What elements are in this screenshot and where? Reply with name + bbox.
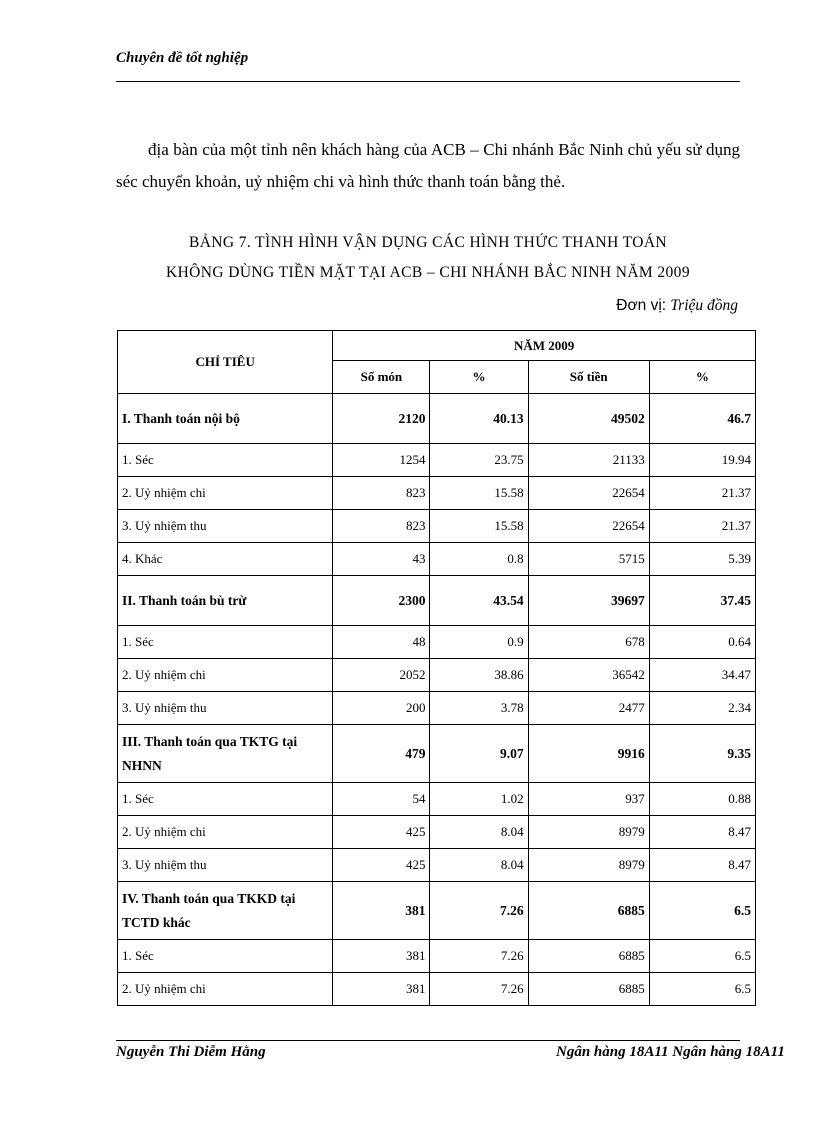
- row-pct-count: 1.02: [430, 783, 528, 816]
- table-row: [118, 940, 756, 973]
- row-so-mon: 2120: [333, 394, 430, 444]
- row-so-mon: 1254: [333, 444, 430, 477]
- table-title-line-1: BẢNG 7. TÌNH HÌNH VẬN DỤNG CÁC HÌNH THỨC THANH TOÁN: [188, 234, 668, 251]
- table-row: [118, 849, 756, 882]
- row-label: 1. Séc: [118, 783, 333, 816]
- row-label: 3. Uỷ nhiệm thu: [118, 849, 333, 882]
- row-pct-count: 7.26: [430, 973, 528, 1006]
- footer-class: Ngân hàng 18A11 Ngân hàng 18A11: [556, 1044, 785, 1060]
- row-label: IV. Thanh toán qua TKKD tại TCTD khác: [118, 882, 333, 940]
- row-label: I. Thanh toán nội bộ: [118, 394, 333, 444]
- row-so-tien: 2477: [528, 692, 649, 725]
- row-so-tien: 22654: [528, 510, 649, 543]
- row-label: II. Thanh toán bù trừ: [118, 576, 333, 626]
- row-pct-count: 7.26: [430, 940, 528, 973]
- row-label: 2. Uỷ nhiệm chi: [118, 477, 333, 510]
- col-header-so-mon: Số món: [333, 361, 430, 394]
- row-so-tien: 36542: [528, 659, 649, 692]
- year-header: NĂM 2009: [333, 331, 756, 361]
- table-row: [118, 783, 756, 816]
- row-so-mon: 823: [333, 510, 430, 543]
- row-pct-amount: 21.37: [649, 510, 755, 543]
- row-pct-count: 9.07: [430, 725, 528, 783]
- row-pct-amount: 46.7: [649, 394, 755, 444]
- row-label: III. Thanh toán qua TKTG tại NHNN: [118, 725, 333, 783]
- indicator-header: CHỈ TIÊU: [118, 331, 333, 394]
- row-so-mon: 43: [333, 543, 430, 576]
- row-pct-amount: 8.47: [649, 849, 755, 882]
- footer-author: Nguyễn Thi Diễm Hằng: [116, 1044, 266, 1060]
- table-row: [118, 725, 756, 783]
- row-pct-count: 23.75: [430, 444, 528, 477]
- row-so-tien: 937: [528, 783, 649, 816]
- row-so-mon: 54: [333, 783, 430, 816]
- table-row: [118, 543, 756, 576]
- row-so-mon: 48: [333, 626, 430, 659]
- header-divider: [116, 81, 740, 82]
- table-title-line-2: KHÔNG DÙNG TIỀN MẶT TẠI ACB – CHI NHÁNH BẮC NINH NĂM 2009: [166, 264, 690, 281]
- footer-divider: [116, 1040, 740, 1041]
- row-so-mon: 2052: [333, 659, 430, 692]
- row-label: 2. Uỷ nhiệm chi: [118, 973, 333, 1006]
- row-pct-count: 0.9: [430, 626, 528, 659]
- row-so-tien: 22654: [528, 477, 649, 510]
- table-body: [118, 394, 756, 1006]
- row-pct-amount: 37.45: [649, 576, 755, 626]
- row-label: 2. Uỷ nhiệm chi: [118, 816, 333, 849]
- row-pct-count: 40.13: [430, 394, 528, 444]
- row-pct-count: 8.04: [430, 849, 528, 882]
- body-paragraph: địa bàn của một tỉnh nên khách hàng của ACB – Chi nhánh Bắc Ninh chủ yếu sử dụng séc chuyển khoản, uỷ nhiệm chi và hình thức thanh toán bằng thẻ.: [116, 140, 740, 191]
- row-so-mon: 479: [333, 725, 430, 783]
- row-pct-count: 38.86: [430, 659, 528, 692]
- table-row: [118, 477, 756, 510]
- row-pct-count: 7.26: [430, 882, 528, 940]
- row-pct-amount: 9.35: [649, 725, 755, 783]
- row-pct-amount: 21.37: [649, 477, 755, 510]
- payment-methods-table: [117, 330, 756, 1006]
- table-row: [118, 816, 756, 849]
- table-row: [118, 626, 756, 659]
- row-so-tien: 6885: [528, 973, 649, 1006]
- row-so-tien: 678: [528, 626, 649, 659]
- row-pct-amount: 6.5: [649, 882, 755, 940]
- row-so-tien: 49502: [528, 394, 649, 444]
- row-pct-count: 8.04: [430, 816, 528, 849]
- row-label: 1. Séc: [118, 626, 333, 659]
- table-row: [118, 659, 756, 692]
- row-so-mon: 425: [333, 816, 430, 849]
- table-row: [118, 576, 756, 626]
- row-so-mon: 381: [333, 973, 430, 1006]
- col-header-so-tien: Số tiền: [528, 361, 649, 394]
- row-pct-amount: 19.94: [649, 444, 755, 477]
- row-pct-amount: 6.5: [649, 973, 755, 1006]
- table-row: [118, 973, 756, 1006]
- row-pct-amount: 0.64: [649, 626, 755, 659]
- table-row: [118, 510, 756, 543]
- table-row: [118, 444, 756, 477]
- row-so-mon: 2300: [333, 576, 430, 626]
- unit-label: Đơn vị:: [616, 297, 667, 314]
- row-pct-amount: 8.47: [649, 816, 755, 849]
- row-so-mon: 200: [333, 692, 430, 725]
- row-pct-amount: 5.39: [649, 543, 755, 576]
- row-so-tien: 8979: [528, 816, 649, 849]
- row-pct-count: 3.78: [430, 692, 528, 725]
- row-so-tien: 5715: [528, 543, 649, 576]
- row-label: 3. Uỷ nhiệm thu: [118, 510, 333, 543]
- row-pct-amount: 0.88: [649, 783, 755, 816]
- row-label: 1. Séc: [118, 444, 333, 477]
- page-header-title: Chuyên đề tốt nghiệp: [116, 50, 249, 66]
- unit-note: [616, 297, 738, 315]
- unit-value: Triệu đồng: [670, 297, 738, 314]
- row-so-tien: 8979: [528, 849, 649, 882]
- table-row: [118, 692, 756, 725]
- row-pct-count: 15.58: [430, 510, 528, 543]
- table-row: [118, 882, 756, 940]
- row-label: 2. Uỷ nhiệm chi: [118, 659, 333, 692]
- col-header-pct-amount: %: [649, 361, 755, 394]
- col-header-pct-count: %: [430, 361, 528, 394]
- row-label: 4. Khác: [118, 543, 333, 576]
- row-so-tien: 9916: [528, 725, 649, 783]
- row-label: 1. Séc: [118, 940, 333, 973]
- row-pct-count: 0.8: [430, 543, 528, 576]
- row-pct-count: 15.58: [430, 477, 528, 510]
- row-so-mon: 381: [333, 940, 430, 973]
- row-so-mon: 823: [333, 477, 430, 510]
- row-so-mon: 381: [333, 882, 430, 940]
- table-row: [118, 394, 756, 444]
- row-so-tien: 6885: [528, 940, 649, 973]
- row-so-tien: 6885: [528, 882, 649, 940]
- row-pct-amount: 2.34: [649, 692, 755, 725]
- row-so-mon: 425: [333, 849, 430, 882]
- row-pct-count: 43.54: [430, 576, 528, 626]
- row-so-tien: 39697: [528, 576, 649, 626]
- row-pct-amount: 34.47: [649, 659, 755, 692]
- row-so-tien: 21133: [528, 444, 649, 477]
- row-label: 3. Uỷ nhiệm thu: [118, 692, 333, 725]
- row-pct-amount: 6.5: [649, 940, 755, 973]
